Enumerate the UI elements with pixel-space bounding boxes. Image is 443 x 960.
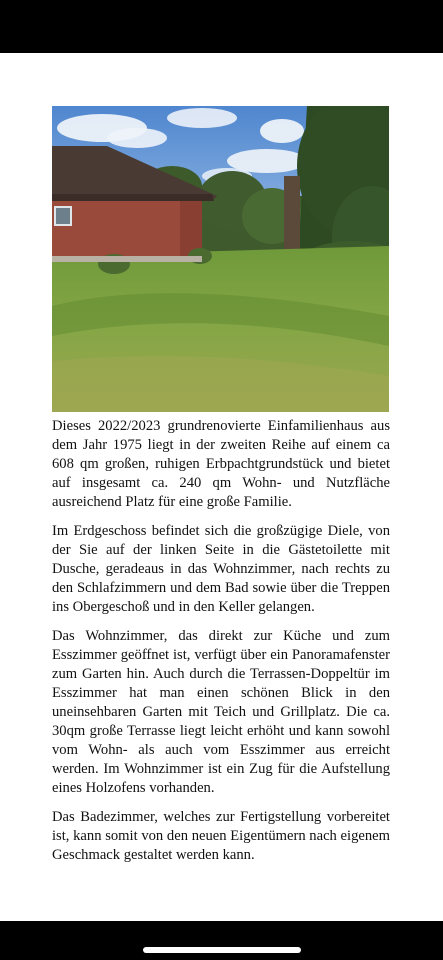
- house-garden-photo[interactable]: [52, 106, 389, 412]
- paragraph-2: Im Erdgeschoss befindet sich die großzügige Diele, von der Sie auf der linken Seite in die Gästetoilette mit Dusche, geradeaus in das Wohnzimmer, nach rechts zu den Schlafzimmern und dem Bad sowie über die Treppen ins Obergeschoß und in den Keller gelangen.: [52, 523, 390, 615]
- home-indicator[interactable]: [143, 947, 301, 953]
- paragraph-4: Das Badezimmer, welches zur Fertigstellung vorbereitet ist, kann somit von den neuen Eigentümern nach eigenem Geschmack gestaltet werden kann.: [52, 809, 390, 863]
- photo-illustration: [52, 106, 389, 412]
- article-page[interactable]: [0, 53, 443, 921]
- status-bar: [0, 0, 443, 53]
- paragraph-1: Dieses 2022/2023 grundrenovierte Einfamilienhaus aus dem Jahr 1975 liegt in der zweiten Reihe auf einem ca 608 qm großen, ruhigen Erbpachtgrundstück und bietet auf insgesamt ca. 240 qm Wohn- und Nutzfläche ausreichend Platz für eine große Familie.: [52, 418, 390, 510]
- article-text: [52, 417, 390, 875]
- bottom-bar: [0, 921, 443, 960]
- paragraph-3: Das Wohnzimmer, das direkt zur Küche und zum Esszimmer geöffnet ist, verfügt über ein Panoramafenster zum Garten hin. Auch durch die Terrassen-Doppeltür im Esszimmer hat man einen schönen Blick in den uneinsehbaren Garten mit Teich und Grillplatz. Die ca. 30qm große Terrasse liegt leicht erhöht und kann sowohl vom Wohn- als auch vom Esszimmer aus erreicht werden. Im Wohnzimmer ist ein Zug für die Aufstellung eines Holzofens vorhanden.: [52, 628, 390, 796]
